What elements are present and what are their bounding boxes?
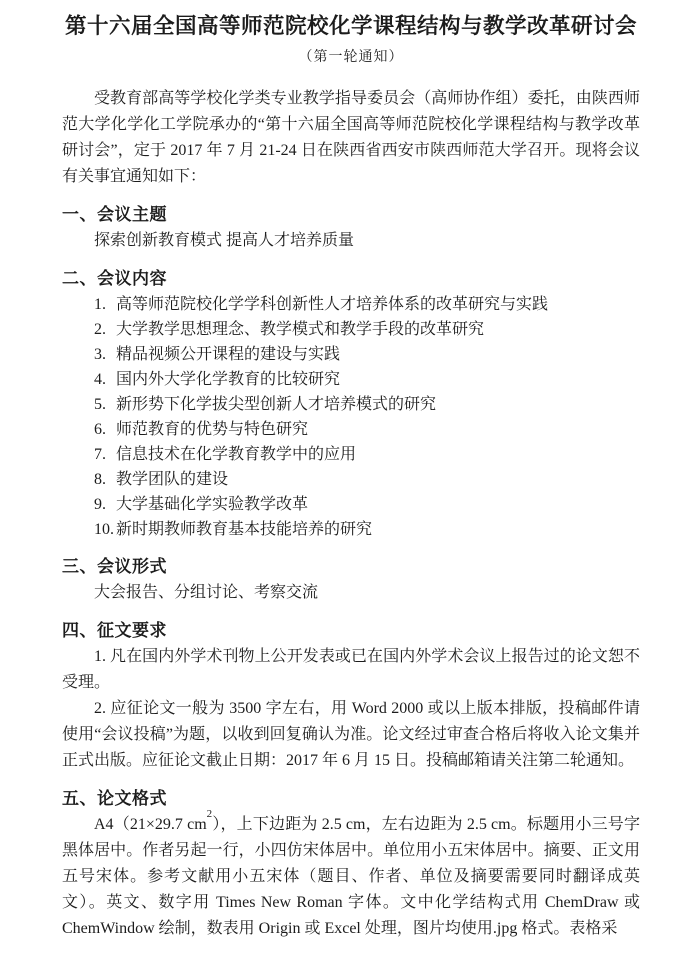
- paper-format-text-pre: A4（21×29.7 cm: [94, 816, 207, 833]
- item-number: 1.: [94, 296, 106, 313]
- item-number: 9.: [94, 496, 106, 513]
- item-number: 4.: [94, 371, 106, 388]
- item-number: 2.: [94, 321, 106, 338]
- section-heading-submission: 四、征文要求: [62, 621, 167, 641]
- list-item: [94, 392, 640, 417]
- superscript-2: 2: [206, 807, 213, 820]
- item-text: 信息技术在化学教育教学中的应用: [116, 446, 357, 463]
- item-number: 6.: [94, 421, 106, 438]
- paper-format-paragraph: [62, 807, 640, 942]
- item-text: 新时期教师教育基本技能培养的研究: [116, 521, 373, 538]
- item-number: 10.: [94, 521, 114, 538]
- list-item: [94, 467, 640, 492]
- item-text: 新形势下化学拔尖型创新人才培养模式的研究: [116, 396, 437, 413]
- list-item: [94, 317, 640, 342]
- section-heading-theme: 一、会议主题: [62, 205, 167, 225]
- section-body-theme: 探索创新教育模式 提高人才培养质量: [94, 232, 355, 249]
- item-text: 大学基础化学实验教学改革: [116, 496, 309, 513]
- list-item: [94, 417, 640, 442]
- page-subtitle: （第一轮通知）: [298, 50, 404, 65]
- item-text: 国内外大学化学教育的比较研究: [116, 371, 341, 388]
- submission-paragraph-2: 2. 应征论文一般为 3500 字左右，用 Word 2000 或以上版本排版，投稿邮件请使用“会议投稿”为题，以收到回复确认为准。论文经过审查合格后将收入论文集并正式出版。应征论文截止日期：2017 年 6 月 15 日。投稿邮箱请关注第二轮通知。: [62, 700, 640, 769]
- list-item: [94, 292, 640, 317]
- item-text: 大学教学思想理念、教学模式和教学手段的改革研究: [116, 321, 485, 338]
- topic-list: [62, 292, 640, 542]
- list-item: [94, 442, 640, 467]
- item-number: 7.: [94, 446, 106, 463]
- item-text: 精品视频公开课程的建设与实践: [116, 346, 341, 363]
- section-heading-content: 二、会议内容: [62, 269, 167, 289]
- paper-format-text-post: ），上下边距为 2.5 cm，左右边距为 2.5 cm。标题用小三号字黑体居中。作者另起一行，小四仿宋体居中。单位用小五宋体居中。摘要、正文用五号宋体。参考文献用小五宋体（题目、作者、单位及摘要需要同时翻译成英文）。英文、数字用 Times New Roman 字体。文中化学结构式用 ChemDraw 或 ChemWindow 绘制，数表用 Origin 或 Excel 处理，图片均使用.jpg 格式。表格采: [62, 816, 640, 937]
- section-body-format: 大会报告、分组讨论、考察交流: [94, 584, 319, 601]
- section-heading-paper-format: 五、论文格式: [62, 789, 167, 809]
- list-item: [94, 367, 640, 392]
- item-text: 教学团队的建设: [116, 471, 229, 488]
- item-text: 高等师范院校化学学科创新性人才培养体系的改革研究与实践: [116, 296, 549, 313]
- item-number: 5.: [94, 396, 106, 413]
- list-item: [94, 342, 640, 367]
- item-text: 师范教育的优势与特色研究: [116, 421, 309, 438]
- intro-paragraph: 受教育部高等学校化学类专业教学指导委员会（高师协作组）委托，由陕西师范大学化学化工学院承办的“第十六届全国高等师范院校化学课程结构与教学改革研讨会”，定于 2017 年 7 月 21-24 日在陕西省西安市陕西师范大学召开。现将会议有关事宜通知如下：: [62, 90, 640, 185]
- item-number: 8.: [94, 471, 106, 488]
- item-number: 3.: [94, 346, 106, 363]
- section-heading-format: 三、会议形式: [62, 557, 167, 577]
- list-item: [94, 492, 640, 517]
- list-item: [94, 517, 640, 542]
- page-title: 第十六届全国高等师范院校化学课程结构与教学改革研讨会: [64, 14, 637, 39]
- submission-paragraph-1: 1. 凡在国内外学术刊物上公开发表或已在国内外学术会议上报告过的论文恕不受理。: [62, 648, 640, 691]
